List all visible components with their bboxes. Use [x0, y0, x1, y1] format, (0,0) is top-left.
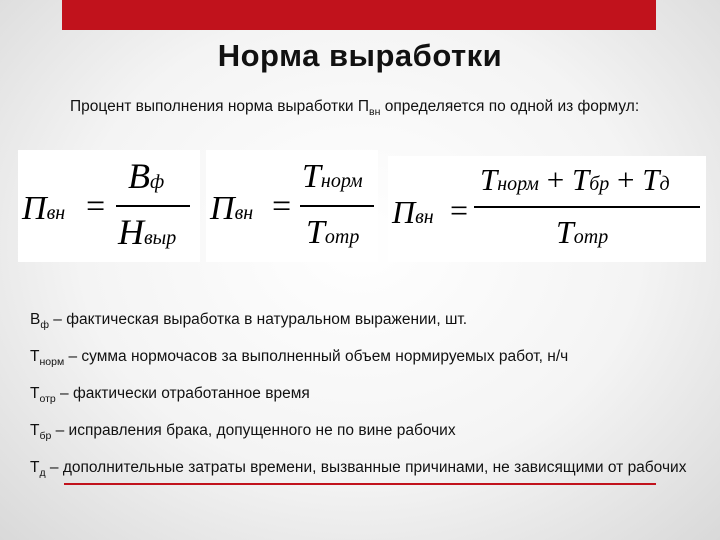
definition-subscript: норм [39, 356, 65, 368]
intro-before: Процент выполнения норма выработки П [70, 98, 370, 115]
formula-2-denominator [306, 216, 359, 250]
definition-subscript: д [39, 467, 46, 479]
formula-3-num1-symbol: Т [480, 162, 498, 197]
formula-2-den-sub: отр [324, 226, 360, 248]
formula-3-num3-sub: д [659, 173, 670, 195]
formula-2-fraction-line [300, 205, 374, 207]
formula-1-den-symbol: Н [118, 212, 144, 252]
definition-subscript: отр [39, 393, 56, 405]
formula-3-equals: = [450, 192, 469, 228]
formula-3-denominator [556, 216, 608, 248]
intro-text [70, 96, 670, 123]
formula-2 [206, 150, 378, 262]
intro-subscript: вн [369, 106, 381, 118]
formula-1-num-symbol: В [128, 156, 150, 196]
formula-1-denominator [118, 214, 176, 250]
formula-1-num-sub: ф [150, 171, 165, 193]
definition-subscript: ф [40, 319, 49, 331]
top-accent-bar [62, 0, 656, 30]
formula-3-lhs [392, 196, 434, 228]
definition-item [30, 458, 690, 483]
definition-item [30, 310, 690, 335]
bottom-accent-line [64, 483, 656, 485]
definition-text: – исправления брака, допущенного не по вине рабочих [51, 422, 456, 439]
formula-1-lhs-symbol: П [22, 190, 47, 227]
formula-1-equals: = [86, 188, 106, 225]
formula-1-numerator [128, 158, 164, 194]
definition-item [30, 421, 690, 446]
definition-symbol: Т [30, 348, 40, 365]
definition-symbol: Т [30, 385, 40, 402]
formula-1-lhs-sub: вн [46, 202, 66, 224]
definition-subscript: бр [39, 430, 52, 442]
formula-3-num2-sub: бр [589, 173, 610, 195]
formula-3-plus-1: + [546, 162, 565, 197]
formula-2-lhs-symbol: П [210, 190, 235, 227]
formula-3-lhs-sub: вн [415, 206, 434, 228]
formula-2-den-symbol: Т [306, 214, 325, 251]
definition-text: – фактически отработанное время [55, 385, 310, 402]
formula-2-lhs [210, 192, 253, 226]
formula-3-lhs-symbol: П [392, 194, 416, 230]
formula-1-fraction-line [116, 205, 190, 207]
formula-3-den-symbol: Т [556, 214, 574, 250]
formula-3-num3-symbol: Т [642, 162, 660, 197]
formula-2-num-symbol: Т [302, 158, 321, 195]
intro-after: определяется по одной из формул: [380, 98, 640, 115]
definition-symbol: Т [30, 459, 40, 476]
formula-3 [388, 156, 706, 262]
formula-1 [18, 150, 200, 262]
formula-2-numerator [302, 160, 363, 194]
formula-2-equals: = [272, 188, 292, 225]
formula-1-den-sub: выр [144, 227, 177, 249]
formula-2-lhs-sub: вн [234, 202, 254, 224]
definition-item [30, 347, 690, 372]
formula-3-num2-symbol: Т [571, 162, 590, 197]
formula-3-num1-sub: норм [497, 173, 539, 195]
formula-2-num-sub: норм [320, 170, 363, 192]
slide-title: Норма выработки [217, 38, 503, 73]
definition-text: – фактическая выработка в натуральном выражении, шт. [48, 311, 468, 328]
definition-text: – дополнительные затраты времени, вызванные причинами, не зависящими от рабочих [45, 459, 687, 476]
formula-1-lhs [22, 192, 65, 226]
formula-3-fraction-line [474, 206, 700, 208]
definition-symbol: Т [30, 422, 40, 439]
definition-text: – сумма нормочасов за выполненный объем нормируемых работ, н/ч [64, 348, 569, 365]
definitions-list [30, 310, 690, 495]
formula-3-den-sub: отр [573, 226, 609, 248]
formula-3-plus-2: + [617, 162, 635, 197]
definition-symbol: В [30, 311, 41, 328]
definition-item [30, 384, 690, 409]
formula-3-numerator [480, 164, 670, 195]
